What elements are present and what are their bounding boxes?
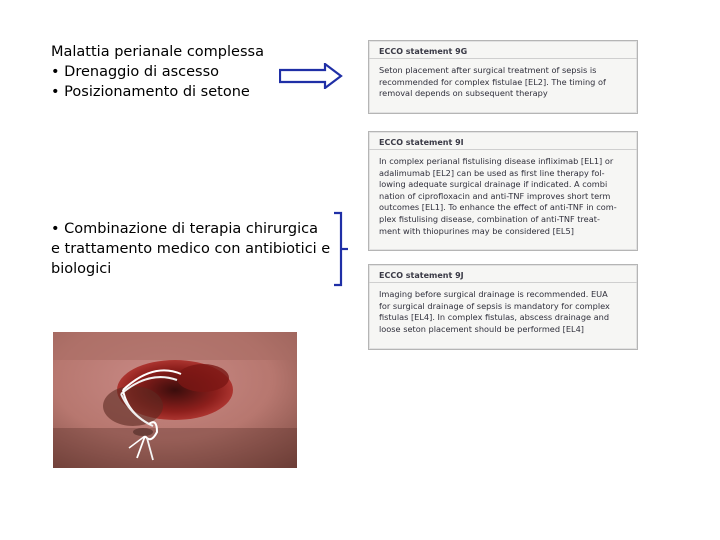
statement-line: ment with thiopurines may be considered [EL5] [379,225,574,236]
statement-line: removal depends on subsequent therapy [379,88,548,99]
ecco-statement-9g [368,40,638,114]
statement-body [369,156,637,243]
therapy-section [51,219,341,279]
statement-line: fistulas [EL4]. In complex fistulas, abscess drainage and [379,312,610,323]
statement-line: outcomes [EL1]. To enhance the effect of anti-TNF in com- [379,202,617,213]
therapy-line-2: e trattamento medico con antibiotici e [51,241,331,257]
therapy-line-3: biologici [51,261,112,277]
statement-line: recommended for complex fistulae [EL2]. The timing of [379,76,606,87]
ecco-statement-9i [368,131,638,251]
statement-line: Imaging before surgical drainage is recommended. EUA [379,289,608,299]
therapy-line-1: • Combinazione di terapia chirurgica [51,221,318,237]
ecco-statement-9j [368,264,638,350]
statement-body [369,65,637,106]
double-arrow-right-icon [279,63,343,89]
seton-clinical-photo [53,332,297,468]
bullet-drainage: • Drenaggio di ascesso [51,64,220,80]
statement-line: for surgical drainage of sepsis is mandatory for complex [379,300,610,311]
statement-line: In complex perianal fistulising disease infliximab [EL1] or [379,156,614,166]
statement-line: adalimumab [EL2] can be used as first line therapy fol- [379,167,605,178]
section-title: Malattia perianale complessa [51,44,264,60]
statement-heading: ECCO statement 9G [369,41,637,59]
bracket-icon [333,211,349,287]
seton-section [51,42,264,102]
statement-line: nation of ciprofloxacin and anti-TNF improves short term [379,190,611,201]
statement-line: loose seton placement should be performed [EL4] [379,323,584,334]
statement-line: lowing adequate surgical drainage if indicated. A combi [379,179,608,190]
bullet-seton: • Posizionamento di setone [51,84,250,100]
statement-body [369,289,637,341]
statement-line: Seton placement after surgical treatment of sepsis is [379,65,597,75]
statement-heading: ECCO statement 9I [369,132,637,150]
statement-heading: ECCO statement 9J [369,265,637,283]
statement-line: plex fistulising disease, combination of anti-TNF treat- [379,213,600,224]
